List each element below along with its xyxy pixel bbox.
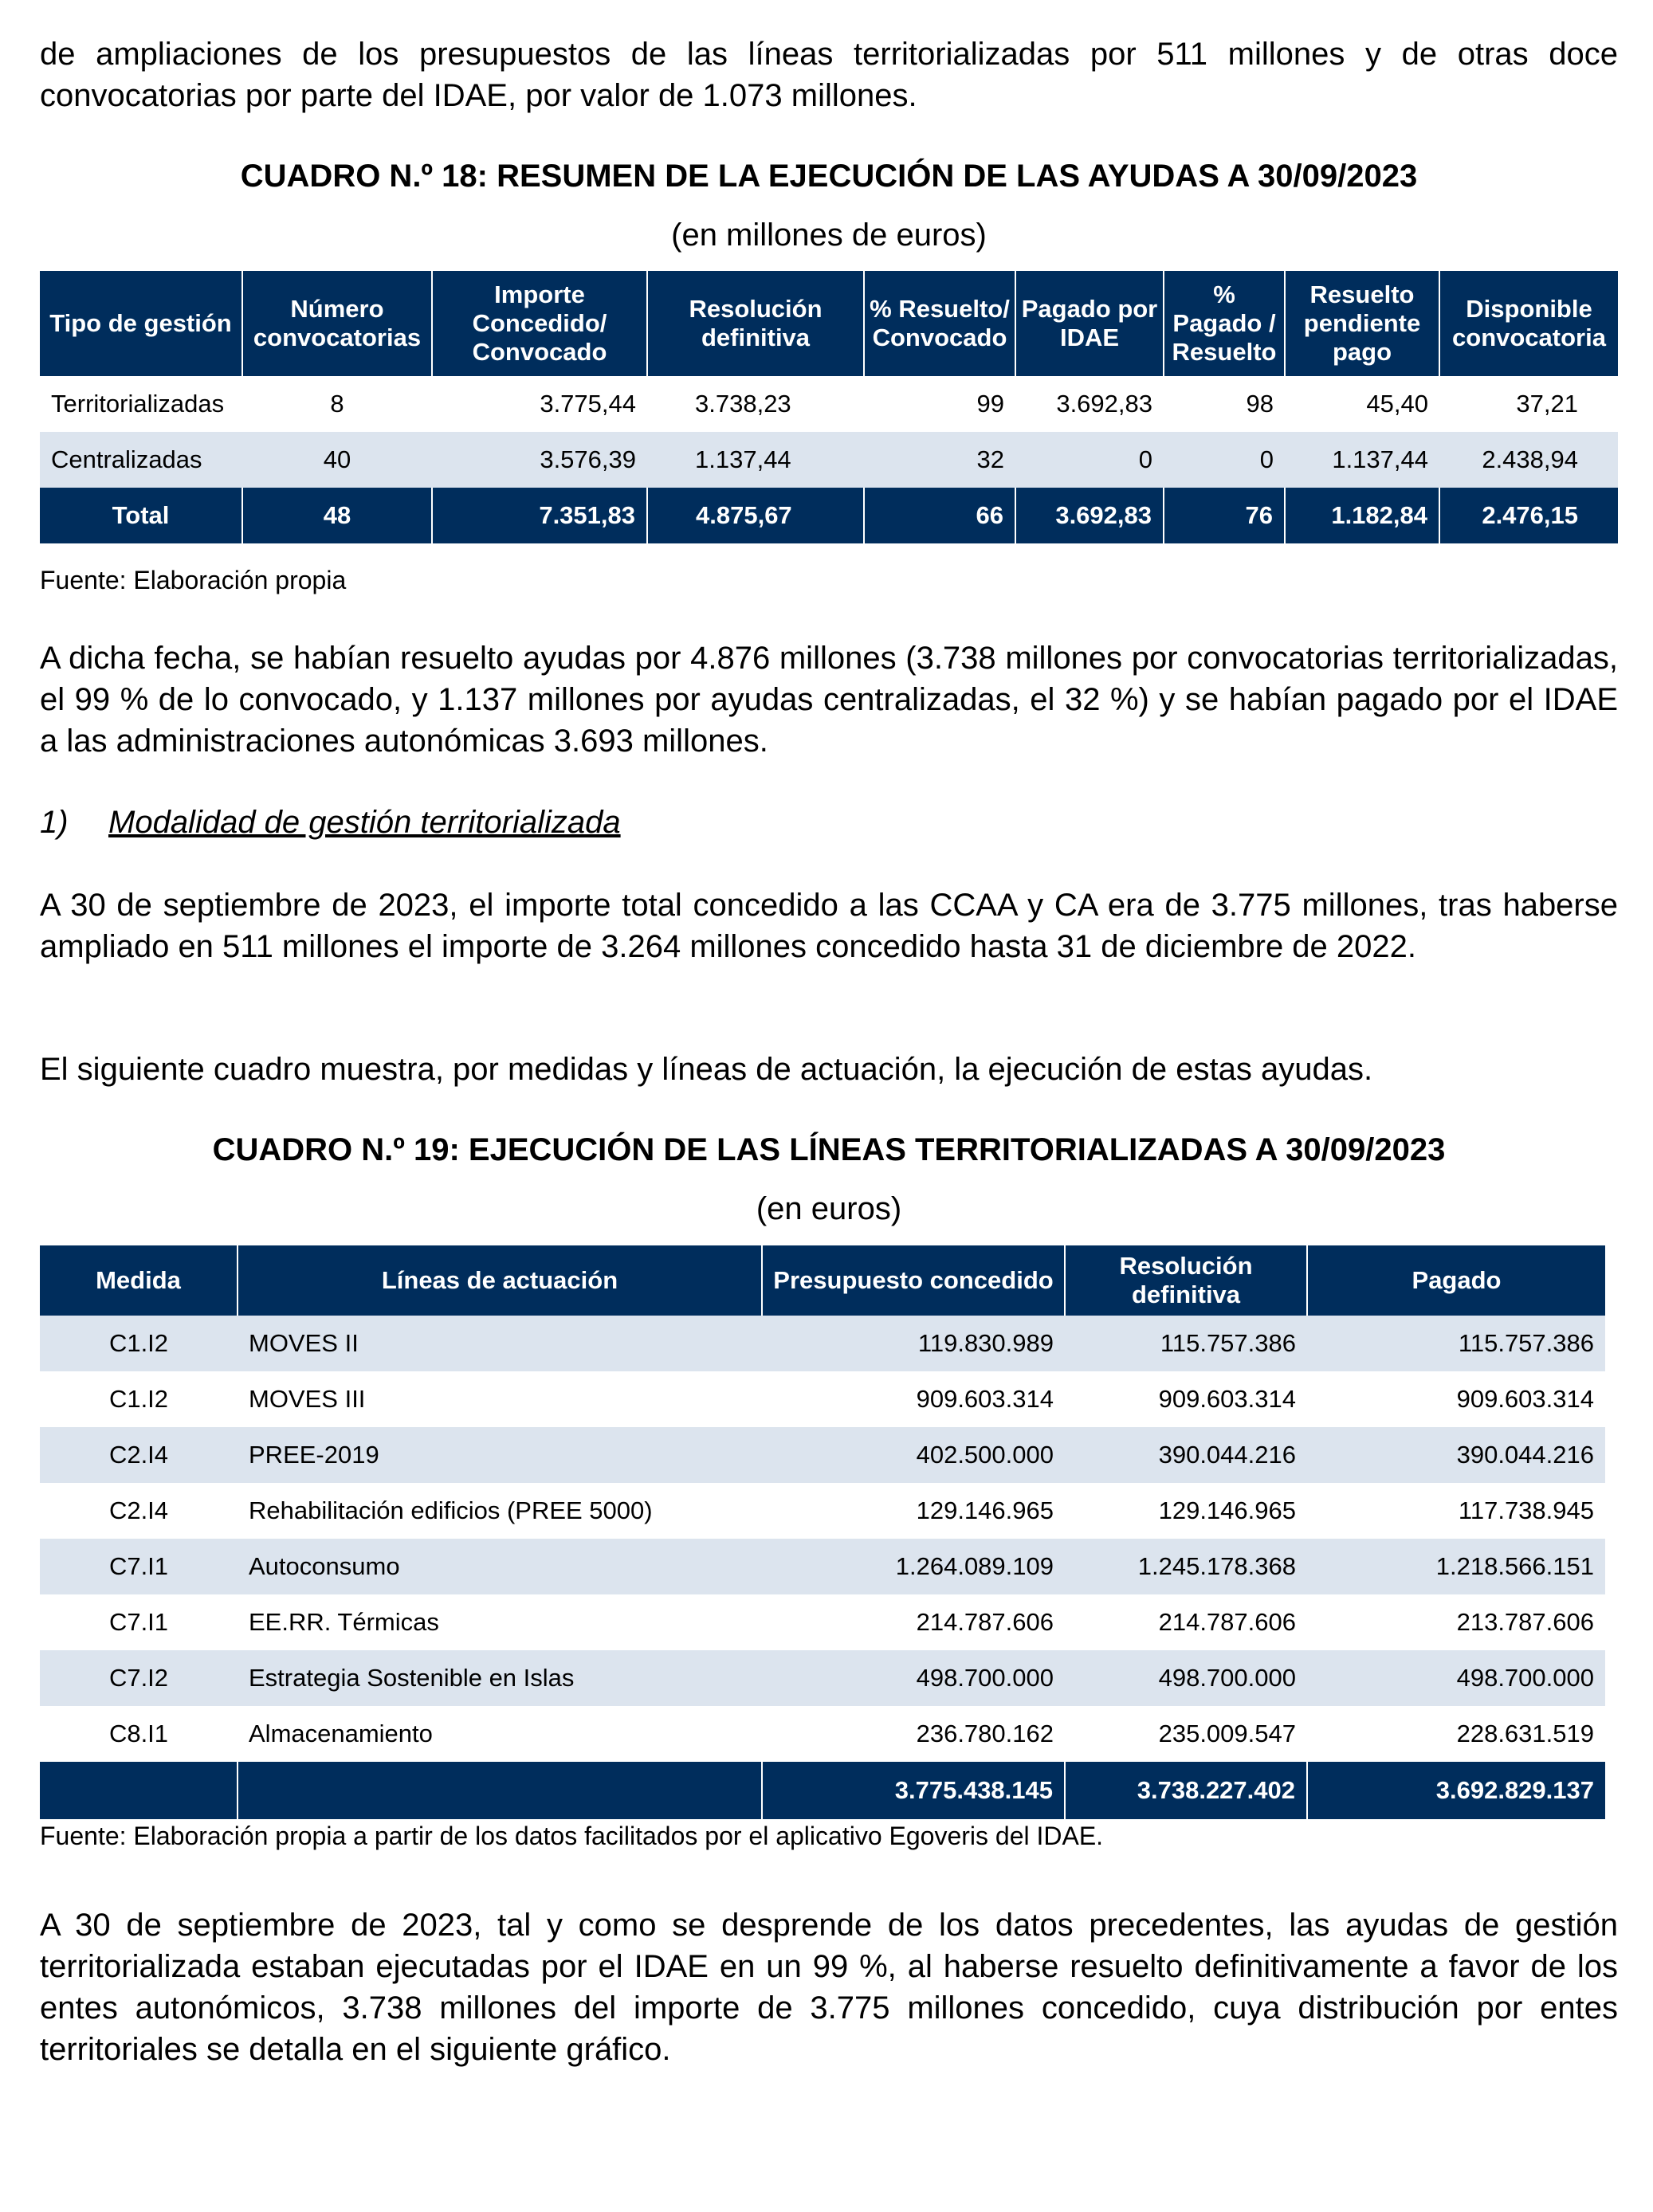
header-numero-convocatorias: Número convocatorias — [242, 271, 432, 376]
cell-tipo: Territorializadas — [51, 390, 225, 418]
cell-resolucion-total: 3.738.227.402 — [1065, 1762, 1307, 1819]
cell-presupuesto: 119.830.989 — [762, 1316, 1065, 1371]
cell-medida: C2.I4 — [108, 1496, 169, 1524]
cell-presupuesto: 214.787.606 — [916, 1608, 1054, 1636]
header-pagado-idae: Pagado por IDAE — [1015, 271, 1164, 376]
cell-pagado: 117.738.945 — [1458, 1496, 1594, 1524]
section-number: 1) — [40, 805, 69, 840]
cell-disponible: 2.476,15 — [1439, 488, 1618, 543]
cell-pct-pagado: 0 — [1164, 432, 1285, 488]
cell-linea: EE.RR. Térmicas — [249, 1608, 439, 1636]
cell-linea: Almacenamiento — [249, 1720, 433, 1747]
table-row — [40, 1427, 1605, 1483]
table19-source: Fuente: Elaboración propia a partir de los datos facilitados por el aplicativo Egoveris del IDAE. — [40, 1822, 1104, 1850]
table-row — [40, 1371, 1605, 1427]
cell-presupuesto: 1.264.089.109 — [762, 1539, 1065, 1594]
table18-title: CUADRO N.º 18: RESUMEN DE LA EJECUCIÓN DE LAS AYUDAS A 30/09/2023 — [240, 159, 1418, 194]
header-tipo-gestion: Tipo de gestión — [40, 271, 242, 376]
cell-resolucion: 1.137,44 — [647, 432, 864, 488]
cell-linea: MOVES III — [249, 1385, 366, 1413]
header-pct-resuelto: % Resuelto/ Convocado — [864, 271, 1015, 376]
cell-pct-resuelto: 66 — [864, 488, 1015, 543]
table-row — [40, 1594, 1605, 1650]
cell-resolucion: 214.787.606 — [1158, 1608, 1296, 1636]
cell-presupuesto: 402.500.000 — [762, 1427, 1065, 1483]
cell-medida: C7.I1 — [40, 1539, 238, 1594]
cell-resolucion: 390.044.216 — [1065, 1427, 1307, 1483]
cell-medida: C7.I1 — [108, 1608, 169, 1636]
cell-pct-pagado: 76 — [1164, 488, 1285, 543]
cell-pagado: 3.692,83 — [1056, 390, 1152, 418]
cell-resolucion: 115.757.386 — [1065, 1316, 1307, 1371]
cell-importe: 3.775,44 — [540, 390, 636, 418]
cell-pagado: 498.700.000 — [1307, 1650, 1605, 1706]
cell-pagado: 1.218.566.151 — [1307, 1539, 1605, 1594]
cell-linea: Estrategia Sostenible en Islas — [238, 1650, 762, 1706]
table19-unit: (en euros) — [756, 1191, 902, 1226]
cell-linea: Rehabilitación edificios (PREE 5000) — [249, 1496, 653, 1524]
cell-pagado: 228.631.519 — [1456, 1720, 1594, 1747]
header-pagado: Pagado — [1307, 1245, 1605, 1316]
paragraph-cuadro-intro: El siguiente cuadro muestra, por medidas y líneas de actuación, la ejecución de estas ayudas. — [40, 1052, 1373, 1087]
cell-presupuesto: 498.700.000 — [762, 1650, 1065, 1706]
cell-medida: C8.I1 — [108, 1720, 169, 1747]
table19-header-row — [40, 1245, 1605, 1316]
cell-numero: 40 — [242, 432, 432, 488]
header-disponible: Disponible convocatoria — [1439, 271, 1618, 376]
cell-pct-resuelto: 99 — [976, 390, 1004, 418]
paragraph-importe-concedido: A 30 de septiembre de 2023, el importe total concedido a las CCAA y CA era de 3.775 millones, tras haberse ampliado en 511 millones el importe de 3.264 millones concedido hasta 31 de diciembre de 2022. — [40, 888, 1618, 964]
cell-presupuesto: 129.146.965 — [916, 1496, 1054, 1524]
cell-pagado: 3.692,83 — [1015, 488, 1164, 543]
table18-unit: (en millones de euros) — [671, 218, 987, 253]
header-resolucion: Resolución definitiva — [1065, 1245, 1307, 1316]
cell-tipo: Centralizadas — [40, 432, 242, 488]
table19-territorial-lines — [40, 1245, 1605, 1819]
cell-pct-resuelto: 32 — [864, 432, 1015, 488]
table18-header-row — [40, 271, 1618, 376]
cell-medida: C2.I4 — [40, 1427, 238, 1483]
cell-pendiente: 45,40 — [1366, 390, 1428, 418]
cell-resolucion: 498.700.000 — [1065, 1650, 1307, 1706]
paragraph-resueltas: A dicha fecha, se habían resuelto ayudas por 4.876 millones (3.738 millones por convocatorias territorializadas, el 99 % de lo convocado, y 1.137 millones por ayudas centralizadas, el 32 %) y se habían pagado por el IDAE a las administraciones autonómicas 3.693 millones. — [40, 641, 1618, 759]
cell-presupuesto: 236.780.162 — [916, 1720, 1054, 1747]
cell-presupuesto-total: 3.775.438.145 — [762, 1762, 1065, 1819]
paragraph-conclusion: A 30 de septiembre de 2023, tal y como se desprende de los datos precedentes, las ayudas de gestión territorializada estaban ejecutadas por el IDAE en un 99 %, al haberse resuelto definitivamente a favor de los entes autonómicos, 3.738 millones del importe de 3.775 millones concedido, cuya distribución por entes territoriales se detalla en el siguiente gráfico. — [40, 1908, 1618, 2067]
cell-linea: PREE-2019 — [238, 1427, 762, 1483]
cell-linea — [238, 1762, 762, 1819]
table-row — [40, 1316, 1605, 1371]
cell-pct-pagado: 98 — [1246, 390, 1274, 418]
table18-execution-summary — [40, 271, 1618, 543]
cell-disponible: 37,21 — [1516, 390, 1578, 418]
section-title: Modalidad de gestión territorializada — [108, 805, 621, 840]
cell-pagado: 0 — [1015, 432, 1164, 488]
cell-pagado: 213.787.606 — [1456, 1608, 1594, 1636]
intro-paragraph: de ampliaciones de los presupuestos de las líneas territorializadas por 511 millones y de otras doce convocatorias por parte del IDAE, por valor de 1.073 millones. — [40, 37, 1618, 113]
table-row — [40, 1483, 1605, 1539]
table19-title: CUADRO N.º 19: EJECUCIÓN DE LAS LÍNEAS TERRITORIALIZADAS A 30/09/2023 — [212, 1132, 1446, 1167]
cell-medida: C1.I2 — [108, 1385, 169, 1413]
table-row — [40, 432, 1618, 488]
header-pct-pagado: % Pagado / Resuelto — [1164, 271, 1285, 376]
cell-resolucion: 129.146.965 — [1158, 1496, 1296, 1524]
header-importe-concedido: Importe Concedido/ Convocado — [432, 271, 647, 376]
section-heading — [40, 802, 621, 843]
cell-resolucion: 1.245.178.368 — [1065, 1539, 1307, 1594]
cell-medida: C7.I2 — [40, 1650, 238, 1706]
header-resolucion-definitiva: Resolución definitiva — [647, 271, 864, 376]
cell-resolucion: 4.875,67 — [647, 488, 864, 543]
cell-pagado-total: 3.692.829.137 — [1307, 1762, 1605, 1819]
cell-numero: 8 — [330, 390, 344, 418]
cell-pagado: 909.603.314 — [1456, 1385, 1594, 1413]
cell-resolucion: 3.738,23 — [695, 390, 791, 418]
cell-numero: 48 — [242, 488, 432, 543]
table-total-row — [40, 1762, 1605, 1819]
cell-disponible: 2.438,94 — [1439, 432, 1618, 488]
cell-importe: 7.351,83 — [432, 488, 647, 543]
cell-medida — [40, 1762, 238, 1819]
cell-importe: 3.576,39 — [432, 432, 647, 488]
table-row — [40, 1706, 1605, 1762]
cell-pagado: 115.757.386 — [1307, 1316, 1605, 1371]
cell-medida: C1.I2 — [40, 1316, 238, 1371]
cell-pendiente: 1.182,84 — [1285, 488, 1439, 543]
header-medida: Medida — [40, 1245, 238, 1316]
header-lineas-actuacion: Líneas de actuación — [238, 1245, 762, 1316]
cell-pendiente: 1.137,44 — [1285, 432, 1439, 488]
cell-linea: Autoconsumo — [238, 1539, 762, 1594]
table-row — [40, 376, 1618, 432]
cell-resolucion: 909.603.314 — [1158, 1385, 1296, 1413]
cell-total-label: Total — [40, 488, 242, 543]
cell-presupuesto: 909.603.314 — [916, 1385, 1054, 1413]
table-row — [40, 1539, 1605, 1594]
cell-pagado: 390.044.216 — [1307, 1427, 1605, 1483]
header-resuelto-pendiente: Resuelto pendiente pago — [1285, 271, 1439, 376]
table18-source: Fuente: Elaboración propia — [40, 566, 347, 594]
table-row — [40, 1650, 1605, 1706]
table-total-row — [40, 488, 1618, 543]
cell-resolucion: 235.009.547 — [1158, 1720, 1296, 1747]
header-presupuesto: Presupuesto concedido — [762, 1245, 1065, 1316]
cell-linea: MOVES II — [238, 1316, 762, 1371]
